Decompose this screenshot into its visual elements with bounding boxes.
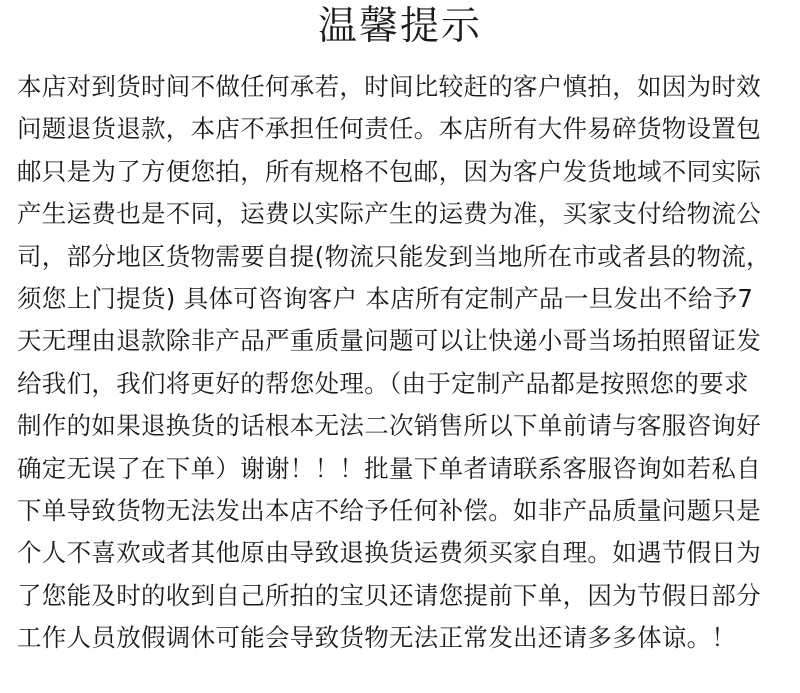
notice-line: 了您能及时的收到自己所拍的宝贝还请您提前下单，因为节假日部分 <box>17 580 761 610</box>
notice-line: 确定无误了在下单）谢谢！！！批量下单者请联系客服咨询如若私自 <box>17 453 761 483</box>
notice-line: 本店对到货时间不做任何承若，时间比较赶的客户慎拍，如因为时效 <box>17 72 761 101</box>
notice-line: 给我们，我们将更好的帮您处理。（由于定制产品都是按照您的要求 <box>17 368 749 398</box>
notice-body <box>17 66 792 659</box>
notice-line: 司，部分地区货物需要自提(物流只能发到当地所在市或者县的物流， <box>17 241 771 271</box>
notice-line: 下单导致货物无法发出本店不给予任何补偿。如非产品质量问题只是 <box>17 495 761 525</box>
notice-line: 产生运费也是不同，运费以实际产生的运费为准，买家支付给物流公 <box>17 199 761 229</box>
notice-line: 制作的如果退换货的话根本无法二次销售所以下单前请与客服咨询好 <box>17 411 761 441</box>
notice-line: 邮只是为了方便您拍，所有规格不包邮，因为客户发货地域不同实际 <box>17 156 761 186</box>
notice-line: 个人不喜欢或者其他原由导致退换货运费须买家自理。如遇节假日为 <box>17 538 761 568</box>
notice-title: 温馨提示 <box>317 4 482 49</box>
notice-line: 天无理由退款除非产品严重质量问题可以让快递小哥当场拍照留证发 <box>17 326 761 356</box>
notice-line: 工作人员放假调休可能会导致货物无法正常发出还请多多体谅。！ <box>17 623 737 653</box>
notice-line: 须您上门提货) 具体可咨询客户 本店所有定制产品一旦发出不给予7 <box>17 283 754 313</box>
notice-line: 问题退货退款，本店不承担任何责任。本店所有大件易碎货物设置包 <box>17 114 761 144</box>
